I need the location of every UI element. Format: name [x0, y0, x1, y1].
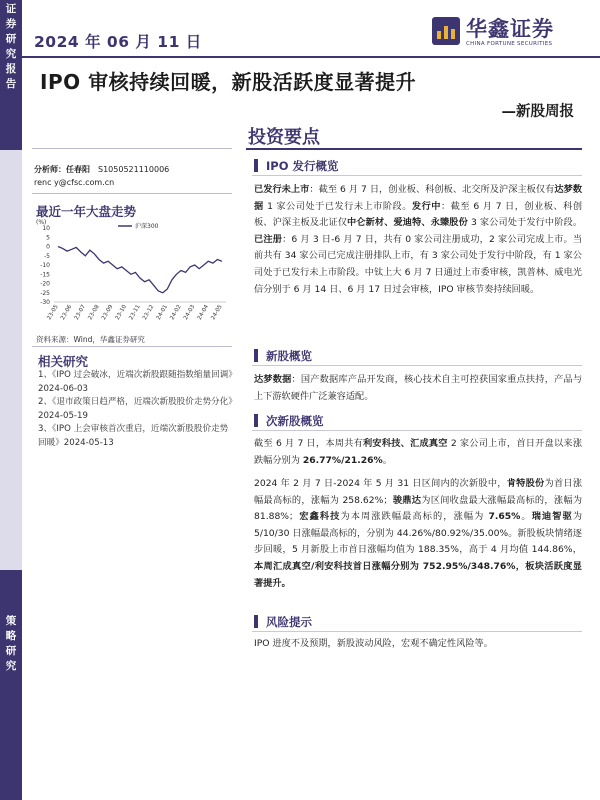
highlight-text: 宏鑫科技	[298, 511, 341, 523]
chart-xtick-label: 23-08	[87, 304, 101, 322]
section-divider	[252, 631, 582, 632]
body-text: ：截至 6 月 7 日，创业板、科创板、沪深主板及北证仅	[254, 200, 583, 229]
chart-ytick-label: -30	[40, 299, 50, 306]
highlight-text: 发行中	[411, 200, 441, 212]
chart-xtick-label: 23-06	[60, 304, 74, 322]
company-logo	[432, 14, 582, 54]
related-research-item[interactable]: 1、《IPO 过会破冰，近端次新股跟随指数缩量回调》2024-06-03	[38, 370, 233, 394]
section-marker-icon	[254, 615, 258, 628]
page-subtitle: —新股周报	[501, 104, 574, 120]
chart-ytick-label: 5	[46, 234, 50, 242]
chart-xtick-label: 23-12	[142, 304, 156, 322]
analyst-certificate: S1050521110006	[98, 165, 170, 174]
body-text: 为首日涨幅最高标的，涨幅为 258.62%；	[254, 478, 583, 506]
highlight-text: 本周汇成真空/利安科技首日涨幅分别为 752.95%/348.76%，板块活跃度显著提升。	[254, 560, 582, 589]
highlight-text: 26.77%/21.26%	[302, 454, 383, 466]
section-title-rule	[246, 148, 582, 150]
section-paragraph	[254, 476, 582, 592]
logo-icon	[432, 17, 460, 45]
report-date: 2024 年 06 月 11 日	[34, 33, 202, 51]
sidebar-bottom-band	[0, 570, 22, 800]
section-title: 投资要点	[248, 127, 320, 148]
related-research-title: 相关研究	[38, 354, 89, 369]
left-column-rule	[32, 148, 232, 149]
chart-series-line	[58, 247, 222, 293]
chart-ytick-label: -15	[40, 271, 50, 279]
section-heading	[254, 348, 312, 364]
chart-ytick-label: 0	[46, 243, 50, 251]
section-paragraph	[254, 372, 582, 405]
sidebar	[0, 0, 22, 800]
highlight-text: 瑞迪智驱	[531, 511, 573, 523]
chart-xtick-label: 24-05	[210, 304, 224, 322]
body-text: ：国产数据库产品开发商，核心技术自主可控获国家重点扶持，产品与上下游软硬件广泛兼容适配。	[254, 374, 583, 402]
logo-english-name: CHINA FORTUNE SECURITIES	[466, 41, 553, 47]
analyst-name: 分析师：任春阳	[34, 165, 90, 174]
chart-ytick-label: 10	[42, 225, 50, 232]
body-text: ：6 月 3 日-6 月 7 日，共有 0 家公司注册成功，2 家公司完成上市。当前共有 34 家公司已完成注册排队上市，有 3 家公司处于发行中阶段，有 1 家公司处于已发行未上市阶段。中钛上大 6 月 7 日通过上市委审核，凯普林、威电光信分别于 6 月 14 日、6 月 17 日过会审核，IPO 审核节奏持续回暖。	[254, 233, 583, 295]
body-text: 为区间收盘最大涨幅最高标的，涨幅为 81.88%；	[254, 494, 583, 523]
highlight-text: 利安科技、汇成真空	[363, 438, 448, 449]
chart-xtick-label: 23-09	[101, 304, 115, 322]
related-research-item[interactable]: 3、《IPO 上会审核首次重启，近端次新股股价走势回暖》2024-05-13	[38, 424, 229, 448]
market-trend-chart	[34, 216, 234, 334]
chart-xtick-label: 24-03	[183, 304, 197, 322]
section-marker-icon	[254, 349, 258, 362]
section-heading	[254, 158, 339, 174]
section-divider	[252, 175, 582, 176]
chart-ytick-label: -10	[40, 262, 50, 269]
body-text: IPO 进度不及预期，新股波动风险，宏观不确定性风险等。	[254, 638, 493, 649]
section-marker-icon	[254, 159, 258, 172]
body-text: 为 5/10/30 日涨幅最高标的，分别为 44.26%/80.92%/35.00%。新股板块情绪逐步回暖，5 月新股上市首日涨幅均值为 188.35%，高于 4 月均值 144.86%，	[254, 511, 583, 556]
header-divider	[22, 56, 600, 58]
body-text: 2024 年 2 月 7 日-2024 年 5 月 31 日区间内的次新股中，	[254, 478, 507, 489]
body-text: 为本周涨跌幅最高标的，涨幅为	[340, 511, 489, 523]
body-text: ：截至 6 月 7 日，创业板、科创板、北交所及沪深主板仅有	[309, 184, 555, 195]
section-marker-icon	[254, 414, 258, 427]
highlight-text: 达梦数据	[254, 374, 292, 385]
chart-legend-label: 沪深300	[135, 223, 159, 230]
section-heading-label: IPO 发行概览	[266, 159, 339, 173]
chart-ytick-label: -20	[40, 280, 50, 288]
sidebar-top-band	[0, 0, 22, 150]
chart-xtick-label: 24-02	[169, 304, 183, 322]
section-heading	[254, 413, 324, 429]
chart-source: 资料来源：Wind，华鑫证券研究	[36, 335, 145, 344]
body-text: 3 家公司处于发行中阶段。	[467, 217, 583, 229]
chart-ylabel: (%)	[36, 219, 47, 226]
chart-title: 最近一年大盘走势	[36, 204, 137, 219]
chart-xtick-label: 23-10	[114, 304, 129, 322]
left-column-rule-3	[32, 346, 232, 347]
body-text: 2 家公司上市，首日开盘以来涨跌幅分别为	[254, 438, 583, 466]
section-divider	[252, 365, 582, 366]
section-paragraph	[254, 182, 582, 298]
highlight-text: 达梦数据	[254, 184, 583, 212]
section-heading	[254, 614, 312, 630]
section-paragraph	[254, 636, 582, 653]
chart-ytick-label: -5	[44, 252, 50, 260]
logo-chinese-name: 华鑫证券	[466, 17, 554, 41]
analyst-info	[34, 164, 169, 175]
chart-ytick-label: -25	[40, 289, 50, 297]
highlight-text: 已发行未上市	[254, 184, 310, 195]
page-title: IPO 审核持续回暖，新股活跃度显著提升	[40, 70, 417, 94]
left-column-rule-2	[32, 193, 232, 194]
sidebar-mid-band	[0, 150, 22, 570]
chart-xtick-label: 24-01	[155, 304, 170, 322]
section-heading-label: 风险提示	[266, 615, 312, 629]
body-text: 1 家公司处于已发行未上市阶段。	[263, 200, 412, 212]
highlight-text: 骏鼎达	[392, 494, 422, 506]
body-text: 截至 6 月 7 日，本周共有	[254, 438, 363, 449]
section-heading-label: 新股概览	[266, 349, 312, 363]
chart-xtick-label: 23-05	[46, 304, 60, 322]
analyst-email[interactable]: renc y@cfsc.com.cn	[34, 178, 115, 187]
section-heading-label: 次新股概览	[266, 414, 324, 428]
related-research-item[interactable]: 2、《退市政策日趋严格，近端次新股股价走势分化》2024-05-19	[38, 397, 233, 421]
highlight-text: 肯特股份	[506, 478, 545, 489]
chart-xtick-label: 23-07	[73, 304, 88, 322]
section-divider	[252, 430, 582, 431]
sidebar-top-label: 证 券 研 究 报 告	[5, 3, 17, 90]
chart-xtick-label: 23-11	[128, 304, 142, 322]
body-text: 。	[382, 454, 392, 466]
body-text: 。	[520, 511, 532, 523]
highlight-text: 7.65%	[488, 511, 521, 523]
highlight-text: 已注册	[254, 233, 283, 245]
chart-xtick-label: 24-04	[196, 304, 211, 322]
section-paragraph	[254, 436, 582, 469]
sidebar-bottom-label: 策 略 研 究	[5, 615, 17, 672]
highlight-text: 中仑新材、爱迪特、永臻股份	[347, 217, 468, 229]
related-research-list	[38, 369, 234, 450]
